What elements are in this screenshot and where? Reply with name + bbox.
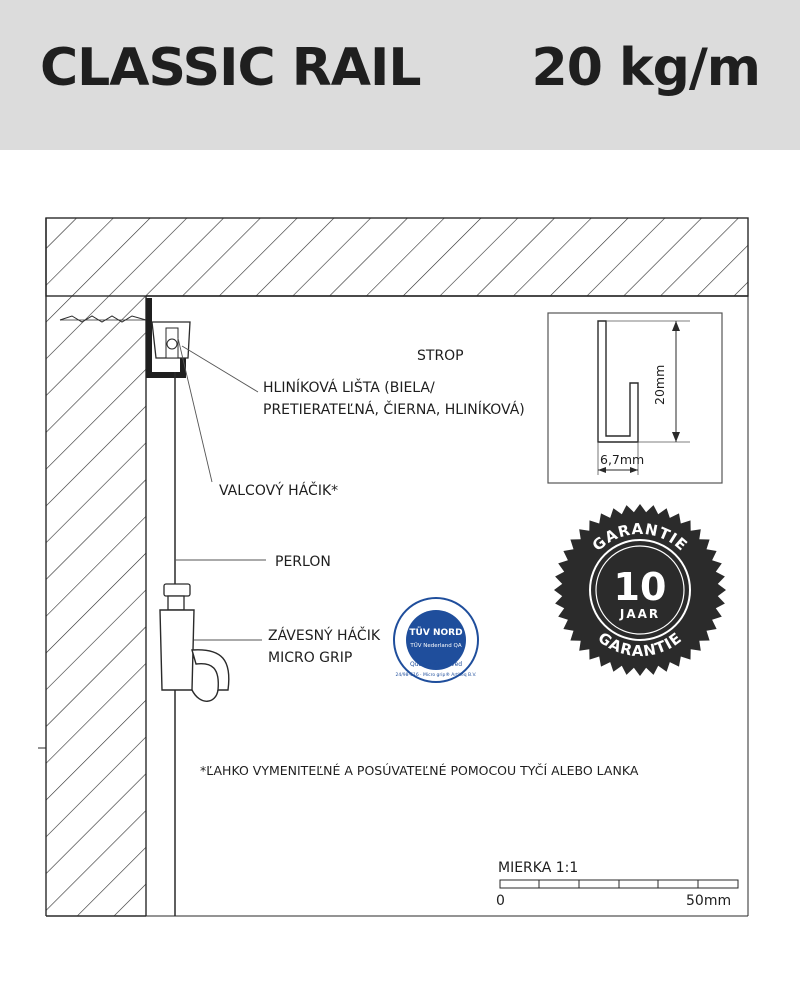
- profile-detail-box: [548, 313, 722, 483]
- label-rail-line2: PRETIERATEĽNÁ, ČIERNA, HLINÍKOVÁ): [263, 402, 525, 418]
- label-rail-line1: HLINÍKOVÁ LIŠTA (BIELA/: [263, 380, 435, 396]
- seal-unit: JAAR: [619, 607, 661, 621]
- seal-top-text: GARANTIE: [588, 519, 692, 555]
- seal-years: 10: [613, 565, 667, 609]
- profile-width-label: 6,7mm: [600, 452, 645, 467]
- tuv-line1: TÜV Nederland QA: [410, 643, 462, 649]
- guarantee-seal: [554, 504, 726, 676]
- scale-bar: [496, 860, 738, 909]
- scale-max: 50mm: [686, 893, 732, 909]
- label-hanging-hook-line2: MICRO GRIP: [268, 650, 353, 666]
- seal-bottom-text: GARANTIE: [594, 628, 686, 661]
- micro-grip-hook: [160, 584, 229, 701]
- tuv-certification-badge: [394, 598, 478, 682]
- label-ceiling: STROP: [417, 348, 464, 364]
- label-hanging-hook-line1: ZÁVESNÝ HÁČIK: [268, 628, 380, 644]
- tuv-line3: 24/98-616 · Micro grip® Artiteq B.V.: [395, 673, 477, 678]
- scale-title: MIERKA 1:1: [498, 860, 579, 876]
- label-roller-hook: VALCOVÝ HÁČIK*: [219, 483, 339, 499]
- load-capacity: 20 kg/m: [531, 38, 760, 98]
- label-perlon: PERLON: [275, 554, 331, 570]
- scale-min: 0: [496, 893, 505, 909]
- footnote: *ĽAHKO VYMENITEĽNÉ A POSÚVATEĽNÉ POMOCOU TYČÍ ALEBO LANKA: [200, 763, 639, 778]
- product-title: CLASSIC RAIL: [40, 38, 421, 98]
- tuv-line2: Quality Approved: [409, 661, 463, 668]
- ceiling-slab: [46, 218, 748, 296]
- profile-height-label: 20mm: [652, 364, 667, 405]
- tuv-brand: TÜV NORD: [409, 628, 463, 638]
- roller-hook: [152, 322, 190, 358]
